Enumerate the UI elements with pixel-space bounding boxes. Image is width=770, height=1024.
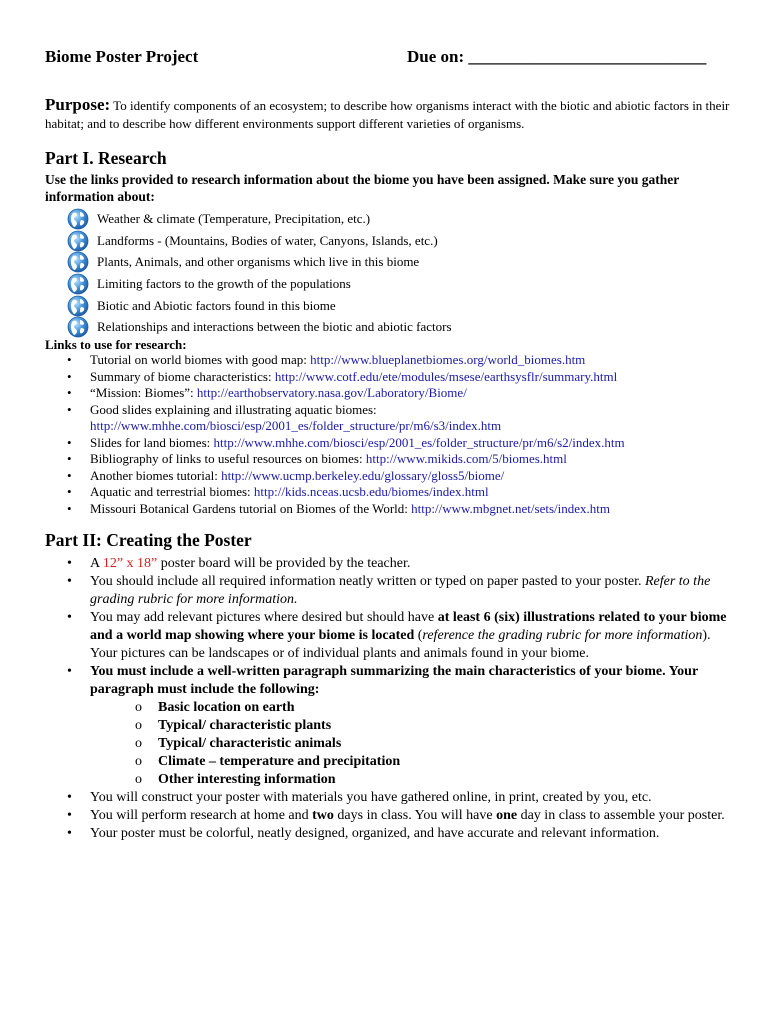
list-item: • Missouri Botanical Gardens tutorial on Biomes of the World: http://www.mbgnet.net/sets/index.htm	[45, 501, 735, 518]
part2-section	[45, 530, 735, 843]
list-item: • Summary of biome characteristics: http://www.cotf.edu/ete/modules/msese/earthsysflr/summary.html	[45, 369, 735, 386]
document-title: Biome Poster Project	[45, 47, 199, 66]
list-item: • Your poster must be colorful, neatly designed, organized, and have accurate and relevant information.	[45, 825, 735, 843]
part2-heading: Part II: Creating the Poster	[45, 530, 252, 550]
document-header	[45, 47, 735, 67]
research-link[interactable]: http://www.mikids.com/5/biomes.html	[365, 451, 567, 467]
part1-section	[45, 148, 735, 517]
sub-list-item: o Typical/ characteristic animals	[90, 735, 735, 753]
globe-icon	[67, 251, 89, 273]
list-item: • A 12” x 18” poster board will be provided by the teacher.	[45, 555, 735, 573]
research-link[interactable]: http://www.ucmp.berkeley.edu/glossary/gloss5/biome/	[221, 467, 505, 483]
sub-list-item: o Other interesting information	[90, 771, 735, 789]
list-item: • You should include all required information neatly written or typed on paper pasted to your poster. Refer to the grading rubric for more information.	[45, 573, 735, 609]
research-link[interactable]: http://kids.nceas.ucsb.edu/biomes/index.html	[253, 484, 489, 500]
research-topics-list	[45, 207, 735, 337]
sub-list-item: o Climate – temperature and precipitation	[90, 753, 735, 771]
research-topic: Limiting factors to the growth of the populations	[45, 272, 735, 294]
globe-icon	[67, 273, 89, 295]
list-item: • Tutorial on world biomes with good map: http://www.blueplanetbiomes.org/world_biomes.htm	[45, 352, 735, 369]
poster-requirements-list	[45, 555, 735, 843]
due-date-line: Due on: ____________________________	[407, 47, 707, 66]
research-link[interactable]: http://www.cotf.edu/ete/modules/msese/earthsysflr/summary.html	[274, 368, 618, 384]
research-topic: Landforms - (Mountains, Bodies of water, Canyons, Islands, etc.)	[45, 229, 735, 251]
research-link[interactable]: http://www.mhhe.com/biosci/esp/2001_es/folder_structure/pr/m6/s3/index.htm	[90, 418, 502, 434]
list-item: • You will perform research at home and two days in class. You will have one day in class to assemble your poster.	[45, 807, 735, 825]
research-link[interactable]: http://www.mbgnet.net/sets/index.htm	[411, 500, 610, 516]
purpose-paragraph	[45, 96, 735, 133]
part1-heading: Part I. Research	[45, 148, 167, 168]
paragraph-requirements-list	[90, 699, 735, 789]
research-link[interactable]: http://www.blueplanetbiomes.org/world_biomes.htm	[310, 352, 586, 368]
list-item: • “Mission: Biomes”: http://earthobservatory.nasa.gov/Laboratory/Biome/	[45, 385, 735, 402]
sub-list-item: o Typical/ characteristic plants	[90, 717, 735, 735]
links-label: Links to use for research:	[45, 337, 187, 353]
research-link[interactable]: http://www.mhhe.com/biosci/esp/2001_es/folder_structure/pr/m6/s2/index.htm	[213, 434, 625, 450]
research-topic: Relationships and interactions between the biotic and abiotic factors	[45, 315, 735, 337]
research-topic: Weather & climate (Temperature, Precipitation, etc.)	[45, 207, 735, 229]
part1-instructions: Use the links provided to research information about the biome you have been assigned. Make sure you gather information about:	[45, 172, 680, 204]
research-link[interactable]: http://earthobservatory.nasa.gov/Laboratory/Biome/	[196, 385, 467, 401]
globe-icon	[67, 295, 89, 317]
purpose-label: Purpose:	[45, 95, 111, 114]
research-links-list	[45, 352, 735, 517]
list-item: • You may add relevant pictures where desired but should have at least 6 (six) illustrations related to your biome and a world map showing where your biome is located (reference the grading rubric for more information). Your pictures can be landscapes or of individual plants and animals found in your biome.	[45, 609, 735, 663]
list-item: • Aquatic and terrestrial biomes: http://kids.nceas.ucsb.edu/biomes/index.html	[45, 484, 735, 501]
research-topic: Biotic and Abiotic factors found in this biome	[45, 294, 735, 316]
globe-icon	[67, 230, 89, 252]
globe-icon	[67, 208, 89, 230]
list-item: • You must include a well-written paragraph summarizing the main characteristics of your biome. Your paragraph must include the following: o Basic location on earth o Typical/ characteristic plants o Typical/ characteristic animals o Climate – temperature and precipitation o Other interesting information	[45, 663, 735, 789]
list-item: • You will construct your poster with materials you have gathered online, in print, created by you, etc.	[45, 789, 735, 807]
globe-icon	[67, 316, 89, 338]
poster-size: 12” x 18”	[102, 556, 158, 571]
list-item: • Good slides explaining and illustrating aquatic biomes: http://www.mhhe.com/biosci/esp/2001_es/folder_structure/pr/m6/s3/index.htm	[45, 402, 735, 435]
sub-list-item: o Basic location on earth	[90, 699, 735, 717]
research-topic: Plants, Animals, and other organisms which live in this biome	[45, 250, 735, 272]
purpose-text: To identify components of an ecosystem; to describe how organisms interact with the biotic and abiotic factors in their habitat; and to describe how different environments support different varieties of organisms.	[45, 98, 730, 131]
list-item: • Slides for land biomes: http://www.mhhe.com/biosci/esp/2001_es/folder_structure/pr/m6/s2/index.htm	[45, 435, 735, 452]
list-item: • Another biomes tutorial: http://www.ucmp.berkeley.edu/glossary/gloss5/biome/	[45, 468, 735, 485]
list-item: • Bibliography of links to useful resources on biomes: http://www.mikids.com/5/biomes.html	[45, 451, 735, 468]
